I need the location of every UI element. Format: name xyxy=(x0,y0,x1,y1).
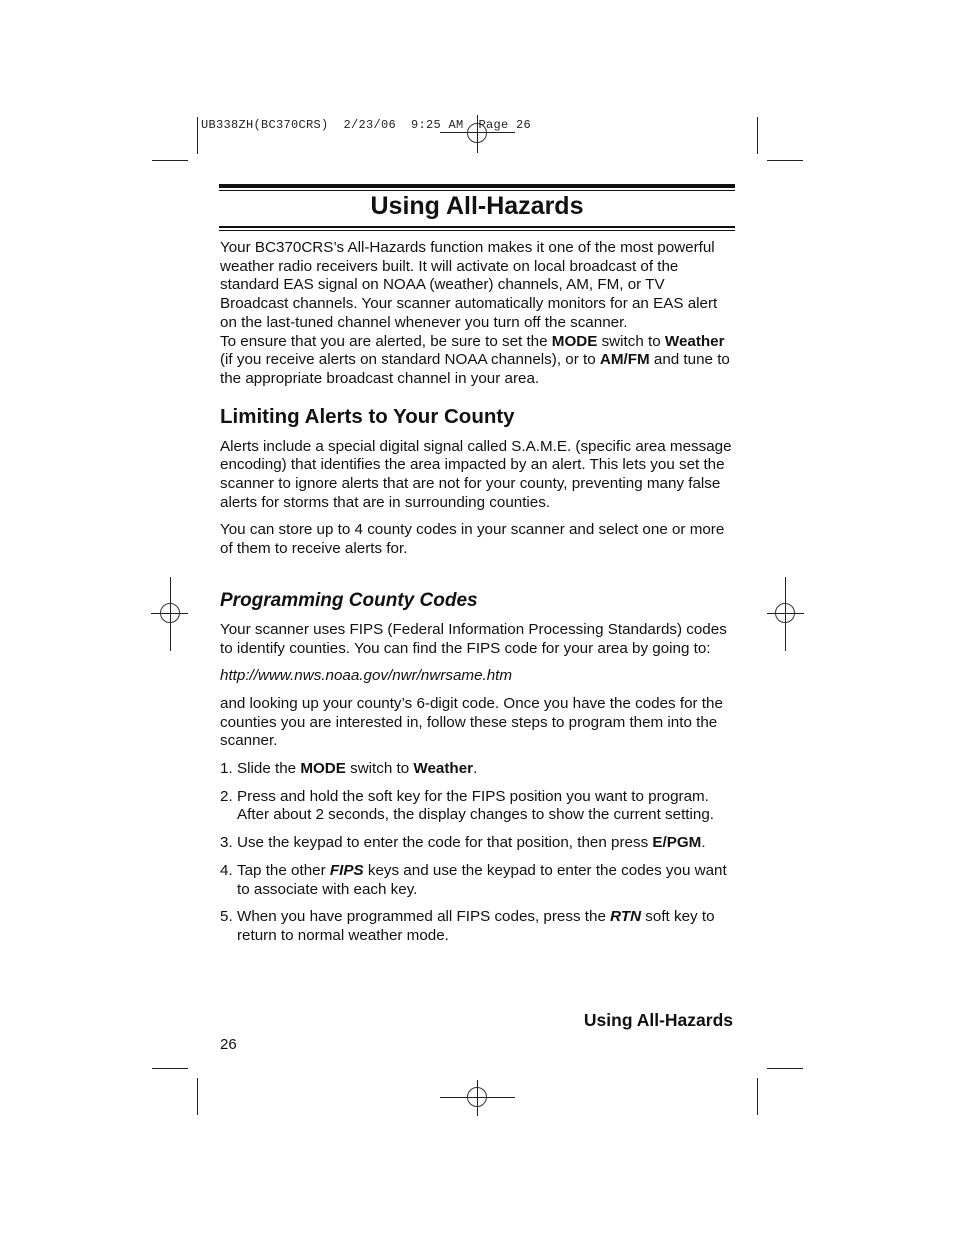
title-rule-bottom-thin xyxy=(219,230,735,231)
page-number: 26 xyxy=(220,1036,237,1053)
fips-url: http://www.nws.noaa.gov/nwr/nwrsame.htm xyxy=(220,667,513,685)
title-rule-bottom xyxy=(219,226,735,228)
list-item: 3. Use the keypad to enter the code for that position, then press E/PGM. xyxy=(220,834,706,852)
section1-paragraph: Alerts include a special digital signal called S.A.M.E. (specific area message encoding) that identifies the area impacted by an alert. This lets you set the scanner to ignore alerts that are not for your county, preventing many false alerts for storms that are in surrounding counties. xyxy=(220,437,732,511)
intro-paragraph: Your BC370CRS’s All-Hazards function makes it one of the most powerful weather radio receivers built. It will activate on local broadcast of the standard EAS signal on NOAA (weather) channels, AM, FM, or TV Broadcast channels. Your scanner automatically monitors for an EAS alert on the last-tuned channel whenever you turn off the scanner. xyxy=(220,239,718,331)
page-content xyxy=(220,239,734,955)
steps-list xyxy=(220,760,734,946)
section-heading-limiting-alerts: Limiting Alerts to Your County xyxy=(220,404,515,428)
section-heading-programming: Programming County Codes xyxy=(220,589,478,611)
list-item: 1. Slide the MODE switch to Weather. xyxy=(220,760,478,778)
list-item: 5. When you have programmed all FIPS codes, press the RTN soft key to return to normal weather mode. xyxy=(220,908,715,944)
footer-section-title: Using All-Hazards xyxy=(583,1010,733,1030)
list-item: 2. Press and hold the soft key for the FIPS position you want to program. After about 2 seconds, the display changes to show the current setting. xyxy=(220,787,715,824)
list-item: 4. Tap the other FIPS keys and use the keypad to enter the codes you want to associate with each key. xyxy=(220,861,727,898)
print-slug: UB338ZH(BC370CRS) 2/23/06 9:25 AM Page 26 xyxy=(201,118,532,132)
section2-paragraph: Your scanner uses FIPS (Federal Information Processing Standards) codes to identify counties. You can find the FIPS code for your area by going to: xyxy=(220,620,727,657)
section2-paragraph-2: and looking up your county’s 6-digit code. Once you have the codes for the counties you are interested in, follow these steps to program them into the scanner. xyxy=(220,694,723,750)
page-title: Using All-Hazards xyxy=(370,192,584,220)
title-rule-top xyxy=(219,184,735,188)
section1-paragraph-2: You can store up to 4 county codes in your scanner and select one or more of them to receive alerts for. xyxy=(220,521,725,558)
intro-paragraph-2: To ensure that you are alerted, be sure to set the MODE switch to Weather (if you receive alerts on standard NOAA channels), or to AM/FM and tune to the appropriate broadcast channel in your area. xyxy=(220,332,730,387)
title-rule-top-thin xyxy=(219,190,735,191)
